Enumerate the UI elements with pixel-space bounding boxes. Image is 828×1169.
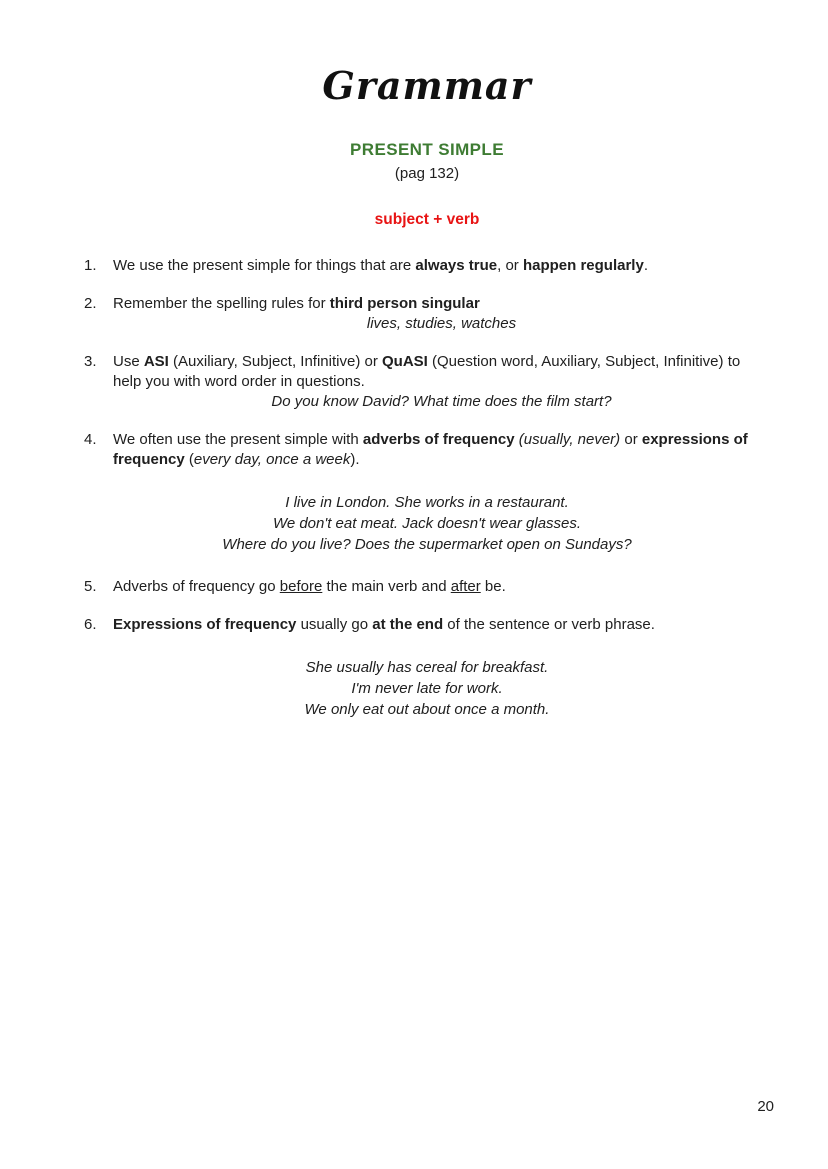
list-item-text: Use ASI (Auxiliary, Subject, Infinitive) or QuASI (Question word, Auxiliary, Subject, Infinitive) to help you with word order in questions.	[113, 353, 741, 390]
list-item-body	[113, 577, 770, 597]
list-item	[84, 615, 770, 635]
page-title: Grammar	[322, 63, 532, 108]
list-item-body	[113, 430, 770, 470]
example-line: We only eat out about once a month.	[304, 701, 550, 718]
list-item-body	[113, 352, 770, 412]
list-item-number: 2.	[84, 295, 97, 312]
list-item-number: 4.	[84, 431, 97, 448]
list-item-text: We use the present simple for things that are always true, or happen regularly.	[113, 257, 648, 274]
example-line: Do you know David? What time does the film start?	[271, 393, 612, 410]
list-item	[84, 352, 770, 412]
list-item	[84, 430, 770, 470]
list-item-body	[113, 615, 770, 635]
example-block	[84, 657, 770, 720]
grammar-list	[84, 256, 770, 720]
list-item	[84, 294, 770, 334]
list-item-body	[113, 256, 770, 276]
page-number: 20	[757, 1098, 774, 1115]
example-line: I live in London. She works in a restaurant.	[285, 494, 569, 511]
example-line: lives, studies, watches	[366, 315, 517, 332]
list-item-text: We often use the present simple with adverbs of frequency (usually, never) or expressions of frequency (every day, once a week).	[113, 431, 748, 468]
list-item-number: 6.	[84, 616, 97, 633]
list-item-body	[113, 294, 770, 334]
list-item-number: 5.	[84, 578, 97, 595]
section-subheading: (pag 132)	[394, 165, 460, 182]
example-block	[84, 492, 770, 555]
list-item-text: Remember the spelling rules for third person singular	[113, 295, 480, 312]
formula-text: subject + verb	[374, 211, 480, 228]
list-item	[84, 577, 770, 597]
list-item-text: Adverbs of frequency go before the main verb and after be.	[113, 578, 506, 595]
example-line: She usually has cereal for breakfast.	[305, 659, 549, 676]
example-line: Where do you live? Does the supermarket open on Sundays?	[222, 536, 632, 553]
section-heading: PRESENT SIMPLE	[350, 140, 504, 159]
example-line: We don't eat meat. Jack doesn't wear glasses.	[272, 515, 582, 532]
list-item-text: Expressions of frequency usually go at the end of the sentence or verb phrase.	[113, 616, 655, 633]
list-item	[84, 256, 770, 276]
document-content	[0, 62, 828, 720]
list-item-number: 3.	[84, 353, 97, 370]
list-item-number: 1.	[84, 257, 97, 274]
example-line: I'm never late for work.	[351, 680, 503, 697]
